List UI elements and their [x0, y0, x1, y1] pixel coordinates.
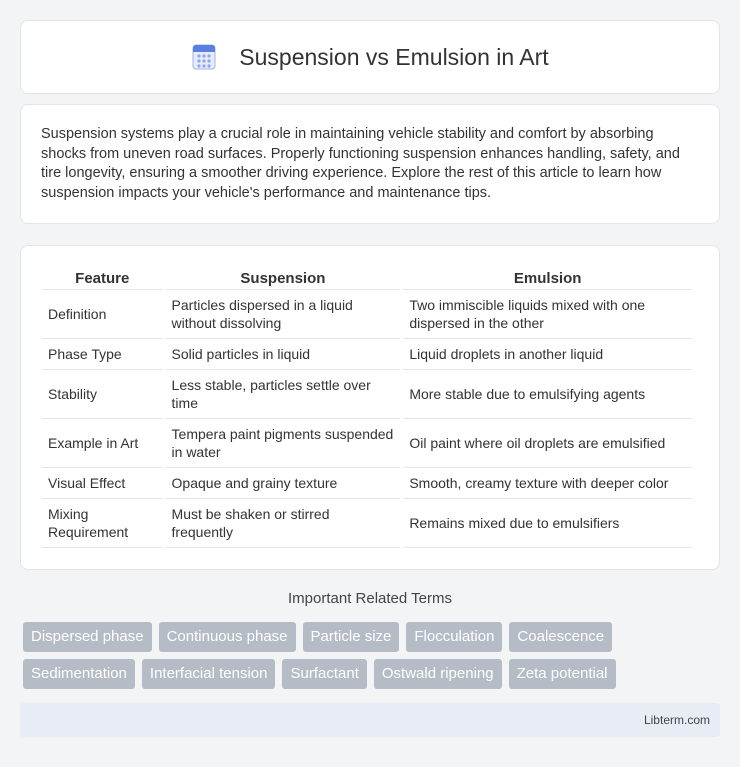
related-term-tag[interactable]: Coalescence — [509, 622, 612, 652]
table-cell: Particles dispersed in a liquid without dissolving — [166, 290, 401, 339]
column-header: Suspension — [166, 266, 401, 290]
related-term-tag[interactable]: Dispersed phase — [23, 622, 152, 652]
comparison-table-card — [20, 245, 720, 570]
table-cell: Less stable, particles settle over time — [166, 370, 401, 419]
related-term-tag[interactable]: Zeta potential — [509, 659, 616, 689]
table-cell: Oil paint where oil droplets are emulsified — [403, 419, 692, 468]
column-header: Emulsion — [403, 266, 692, 290]
header-card — [20, 20, 720, 94]
table-cell: Phase Type — [42, 339, 163, 370]
table-header-row — [42, 266, 692, 290]
intro-card — [20, 104, 720, 224]
related-term-tag[interactable]: Particle size — [303, 622, 400, 652]
related-term-tag[interactable]: Sedimentation — [23, 659, 135, 689]
related-term-tag[interactable]: Surfactant — [282, 659, 366, 689]
table-cell: Liquid droplets in another liquid — [403, 339, 692, 370]
related-term-tag[interactable]: Ostwald ripening — [374, 659, 502, 689]
table-cell: Visual Effect — [42, 468, 163, 499]
footer-site-link[interactable]: Libterm.com — [643, 713, 710, 727]
column-header: Feature — [42, 266, 163, 290]
footer — [20, 703, 720, 737]
table-row — [42, 499, 692, 548]
table-cell: Remains mixed due to emulsifiers — [403, 499, 692, 548]
related-terms-title: Important Related Terms — [288, 590, 452, 607]
intro-text: Suspension systems play a crucial role in maintaining vehicle stability and comfort by absorbing shocks from uneven road surfaces. Properly functioning suspension enhances handling, safety, and tire longevity, ensuring a smoother driving experience. Explore the rest of this article to learn how suspension impacts your vehicle's performance and maintenance tips. — [41, 126, 680, 201]
page-title: Suspension vs Emulsion in Art — [239, 43, 549, 70]
table-cell: More stable due to emulsifying agents — [403, 370, 692, 419]
related-terms-list — [23, 622, 723, 689]
table-cell: Must be shaken or stirred frequently — [166, 499, 401, 548]
related-term-tag[interactable]: Continuous phase — [159, 622, 296, 652]
table-cell: Solid particles in liquid — [166, 339, 401, 370]
table-cell: Definition — [42, 290, 163, 339]
table-row — [42, 290, 692, 339]
related-term-tag[interactable]: Interfacial tension — [142, 659, 276, 689]
comparison-table — [39, 266, 695, 548]
table-row — [42, 339, 692, 370]
table-row — [42, 419, 692, 468]
table-cell: Opaque and grainy texture — [166, 468, 401, 499]
related-term-tag[interactable]: Flocculation — [406, 622, 502, 652]
table-cell: Example in Art — [42, 419, 163, 468]
table-cell: Tempera paint pigments suspended in water — [166, 419, 401, 468]
table-row — [42, 370, 692, 419]
table-row — [42, 468, 692, 499]
table-cell: Mixing Requirement — [42, 499, 163, 548]
calculator-icon — [191, 44, 217, 70]
table-cell: Stability — [42, 370, 163, 419]
table-cell: Smooth, creamy texture with deeper color — [403, 468, 692, 499]
table-cell: Two immiscible liquids mixed with one dispersed in the other — [403, 290, 692, 339]
